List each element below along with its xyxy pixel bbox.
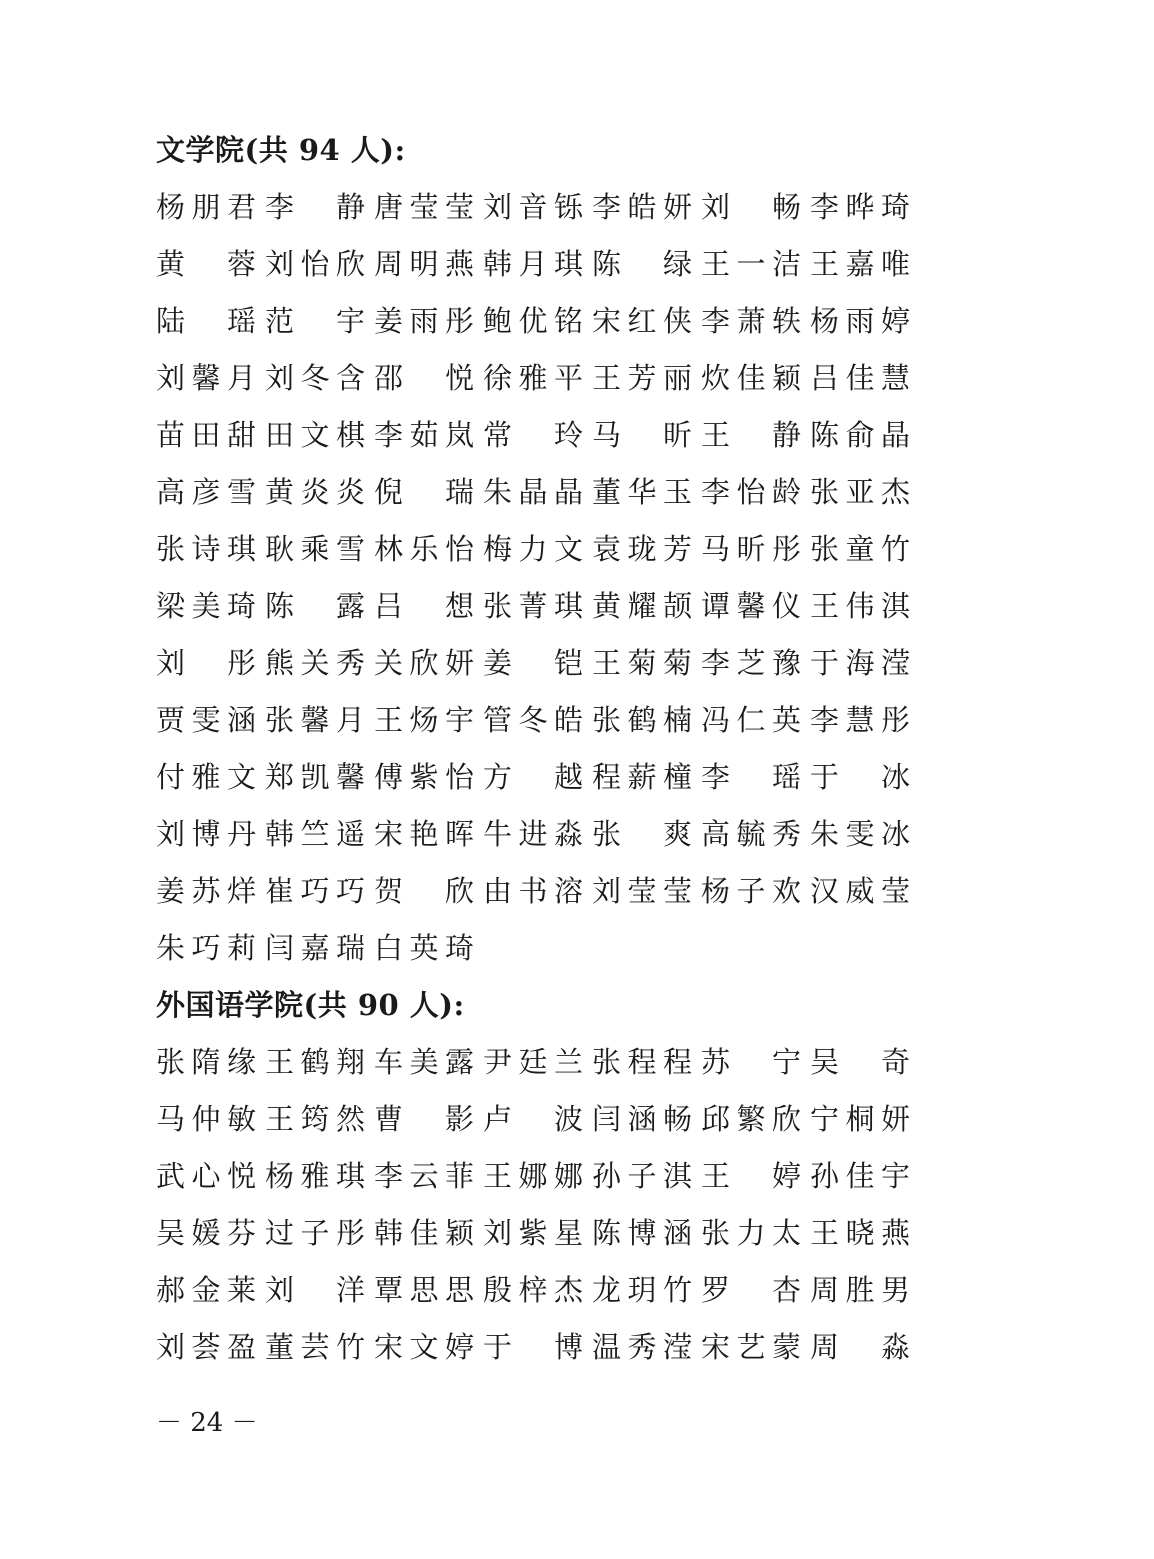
- person-name: 李 静: [265, 190, 365, 224]
- person-name: 高 毓 秀: [701, 817, 801, 851]
- person-name: 杨 雅 琪: [265, 1159, 365, 1193]
- person-name: 贺 欣: [374, 874, 474, 908]
- person-name: 王 晓 燕: [810, 1216, 910, 1250]
- person-name: 冯 仁 英: [701, 703, 801, 737]
- person-name: 崔 巧 巧: [265, 874, 365, 908]
- person-name: 陈 俞 晶: [810, 418, 910, 452]
- person-name: 张 菁 琪: [483, 589, 583, 623]
- name-row: [156, 1042, 996, 1082]
- person-name: 张 程 程: [592, 1045, 692, 1079]
- person-name: 贾 雯 涵: [156, 703, 256, 737]
- person-name: 刘 莹 莹: [592, 874, 692, 908]
- person-name: 温 秀 滢: [592, 1330, 692, 1364]
- person-name: 杨 朋 君: [156, 190, 256, 224]
- name-row: [156, 871, 996, 911]
- name-row: [156, 1099, 996, 1139]
- person-name: 朱 晶 晶: [483, 475, 583, 509]
- person-name: 梁 美 琦: [156, 589, 256, 623]
- name-row: [156, 643, 996, 683]
- person-name: 刘 紫 星: [483, 1216, 583, 1250]
- person-name: 管 冬 皓: [483, 703, 583, 737]
- person-name: 刘 冬 含: [265, 361, 365, 395]
- person-name: 由 书 溶: [483, 874, 583, 908]
- person-name: 郝 金 莱: [156, 1273, 256, 1307]
- person-name: 马 昕 彤: [701, 532, 801, 566]
- person-name: 田 文 棋: [265, 418, 365, 452]
- person-name: 耿 乘 雪: [265, 532, 365, 566]
- name-row: [156, 301, 996, 341]
- person-name: 姜 铠: [483, 646, 583, 680]
- person-name: 苏 宁: [701, 1045, 801, 1079]
- person-name: 朱 巧 莉: [156, 931, 256, 965]
- name-row: [156, 757, 996, 797]
- person-name: 吕 佳 慧: [810, 361, 910, 395]
- person-name: 周 淼: [810, 1330, 910, 1364]
- person-name: 王 嘉 唯: [810, 247, 910, 281]
- person-name: 于 博: [483, 1330, 583, 1364]
- person-name: 刘 音 铄: [483, 190, 583, 224]
- person-name: 董 华 玉: [592, 475, 692, 509]
- person-name: 陈 露: [265, 589, 365, 623]
- person-name: 孙 佳 宇: [810, 1159, 910, 1193]
- person-name: 周 胜 男: [810, 1273, 910, 1307]
- name-row: [156, 1213, 996, 1253]
- person-name: 刘 彤: [156, 646, 256, 680]
- person-name: 王 菊 菊: [592, 646, 692, 680]
- section-heading: 外国语学院(共 90 人):: [156, 988, 465, 1022]
- person-name: 宁 桐 妍: [810, 1102, 910, 1136]
- person-name: 韩 竺 遥: [265, 817, 365, 851]
- person-name: 武 心 悦: [156, 1159, 256, 1193]
- person-name: 傅 紫 怡: [374, 760, 474, 794]
- person-name: 李 晔 琦: [810, 190, 910, 224]
- person-name: 李 慧 彤: [810, 703, 910, 737]
- name-row: [156, 1327, 996, 1367]
- person-name: 张 亚 杰: [810, 475, 910, 509]
- person-name: 王 筠 然: [265, 1102, 365, 1136]
- person-name: 龙 玥 竹: [592, 1273, 692, 1307]
- person-name: 陈 博 涵: [592, 1216, 692, 1250]
- person-name: 林 乐 怡: [374, 532, 474, 566]
- person-name: 王 伟 淇: [810, 589, 910, 623]
- person-name: 徐 雅 平: [483, 361, 583, 395]
- person-name: 刘 馨 月: [156, 361, 256, 395]
- person-name: 姜 苏 烊: [156, 874, 256, 908]
- person-name: 王 婷: [701, 1159, 801, 1193]
- person-name: 王 一 洁: [701, 247, 801, 281]
- person-name: 张 童 竹: [810, 532, 910, 566]
- person-name: 刘 博 丹: [156, 817, 256, 851]
- person-name: 梅 力 文: [483, 532, 583, 566]
- name-row: [156, 700, 996, 740]
- person-name: 黄 炎 炎: [265, 475, 365, 509]
- name-row: [156, 472, 996, 512]
- person-name: 付 雅 文: [156, 760, 256, 794]
- person-name: 张 鹤 楠: [592, 703, 692, 737]
- person-name: 卢 波: [483, 1102, 583, 1136]
- person-name: 谭 馨 仪: [701, 589, 801, 623]
- name-row: [156, 529, 996, 569]
- person-name: 张 馨 月: [265, 703, 365, 737]
- section-heading: 文学院(共 94 人):: [156, 133, 406, 167]
- person-name: 宋 文 婷: [374, 1330, 474, 1364]
- person-name: 董 芸 竹: [265, 1330, 365, 1364]
- name-row: [156, 415, 996, 455]
- person-name: 汉 威 莹: [810, 874, 910, 908]
- name-row: [156, 1156, 996, 1196]
- person-name: 李 怡 龄: [701, 475, 801, 509]
- person-name: 鲍 优 铭: [483, 304, 583, 338]
- person-name: 刘 洋: [265, 1273, 365, 1307]
- person-name: 吴 媛 芬: [156, 1216, 256, 1250]
- person-name: 王 炀 宇: [374, 703, 474, 737]
- name-row: [156, 586, 996, 626]
- person-name: 韩 月 琪: [483, 247, 583, 281]
- person-name: 李 茹 岚: [374, 418, 474, 452]
- person-name: 熊 关 秀: [265, 646, 365, 680]
- person-name: 袁 珑 芳: [592, 532, 692, 566]
- person-name: 黄 耀 颉: [592, 589, 692, 623]
- person-name: 刘 荟 盈: [156, 1330, 256, 1364]
- person-name: 曹 影: [374, 1102, 474, 1136]
- person-name: 于 冰: [810, 760, 910, 794]
- person-name: 高 彦 雪: [156, 475, 256, 509]
- person-name: 刘 怡 欣: [265, 247, 365, 281]
- person-name: 关 欣 妍: [374, 646, 474, 680]
- person-name: 于 海 滢: [810, 646, 910, 680]
- person-name: 常 玲: [483, 418, 583, 452]
- person-name: 倪 瑞: [374, 475, 474, 509]
- page-number: － 24 －: [156, 1408, 258, 1438]
- person-name: 吕 想: [374, 589, 474, 623]
- person-name: 白 英 琦: [374, 931, 474, 965]
- person-name: 唐 莹 莹: [374, 190, 474, 224]
- person-name: 杨 子 欢: [701, 874, 801, 908]
- person-name: 罗 杏: [701, 1273, 801, 1307]
- person-name: 宋 艺 蒙: [701, 1330, 801, 1364]
- person-name: 程 薪 橦: [592, 760, 692, 794]
- person-name: 车 美 露: [374, 1045, 474, 1079]
- person-name: 王 静: [701, 418, 801, 452]
- person-name: 陆 瑶: [156, 304, 256, 338]
- person-name: 宋 红 侠: [592, 304, 692, 338]
- person-name: 吴 奇: [810, 1045, 910, 1079]
- person-name: 朱 雯 冰: [810, 817, 910, 851]
- person-name: 李 芝 豫: [701, 646, 801, 680]
- name-row: [156, 244, 996, 284]
- person-name: 陈 绿: [592, 247, 692, 281]
- person-name: 韩 佳 颖: [374, 1216, 474, 1250]
- person-name: 李 萧 轶: [701, 304, 801, 338]
- name-row: [156, 928, 996, 968]
- person-name: 姜 雨 彤: [374, 304, 474, 338]
- person-name: 李 皓 妍: [592, 190, 692, 224]
- person-name: 李 云 菲: [374, 1159, 474, 1193]
- person-name: 方 越: [483, 760, 583, 794]
- person-name: 王 鹤 翔: [265, 1045, 365, 1079]
- person-name: 王 娜 娜: [483, 1159, 583, 1193]
- person-name: 邱 繁 欣: [701, 1102, 801, 1136]
- person-name: 张 诗 琪: [156, 532, 256, 566]
- person-name: 杨 雨 婷: [810, 304, 910, 338]
- person-name: 覃 思 思: [374, 1273, 474, 1307]
- person-name: 黄 蓉: [156, 247, 256, 281]
- person-name: 范 宇: [265, 304, 365, 338]
- person-name: 张 隋 缘: [156, 1045, 256, 1079]
- person-name: 张 力 太: [701, 1216, 801, 1250]
- person-name: 马 昕: [592, 418, 692, 452]
- name-row: [156, 814, 996, 854]
- person-name: 殷 梓 杰: [483, 1273, 583, 1307]
- person-name: 马 仲 敏: [156, 1102, 256, 1136]
- person-name: 周 明 燕: [374, 247, 474, 281]
- person-name: 尹 廷 兰: [483, 1045, 583, 1079]
- person-name: 过 子 彤: [265, 1216, 365, 1250]
- person-name: 宋 艳 晖: [374, 817, 474, 851]
- person-name: 张 爽: [592, 817, 692, 851]
- person-name: 炊 佳 颖: [701, 361, 801, 395]
- person-name: 苗 田 甜: [156, 418, 256, 452]
- name-row: [156, 187, 996, 227]
- person-name: 牛 进 淼: [483, 817, 583, 851]
- person-name: 刘 畅: [701, 190, 801, 224]
- person-name: 王 芳 丽: [592, 361, 692, 395]
- name-row: [156, 358, 996, 398]
- person-name: 李 瑶: [701, 760, 801, 794]
- person-name: 邵 悦: [374, 361, 474, 395]
- person-name: 闫 涵 畅: [592, 1102, 692, 1136]
- person-name: 闫 嘉 瑞: [265, 931, 365, 965]
- person-name: 孙 子 淇: [592, 1159, 692, 1193]
- person-name: 郑 凯 馨: [265, 760, 365, 794]
- name-row: [156, 1270, 996, 1310]
